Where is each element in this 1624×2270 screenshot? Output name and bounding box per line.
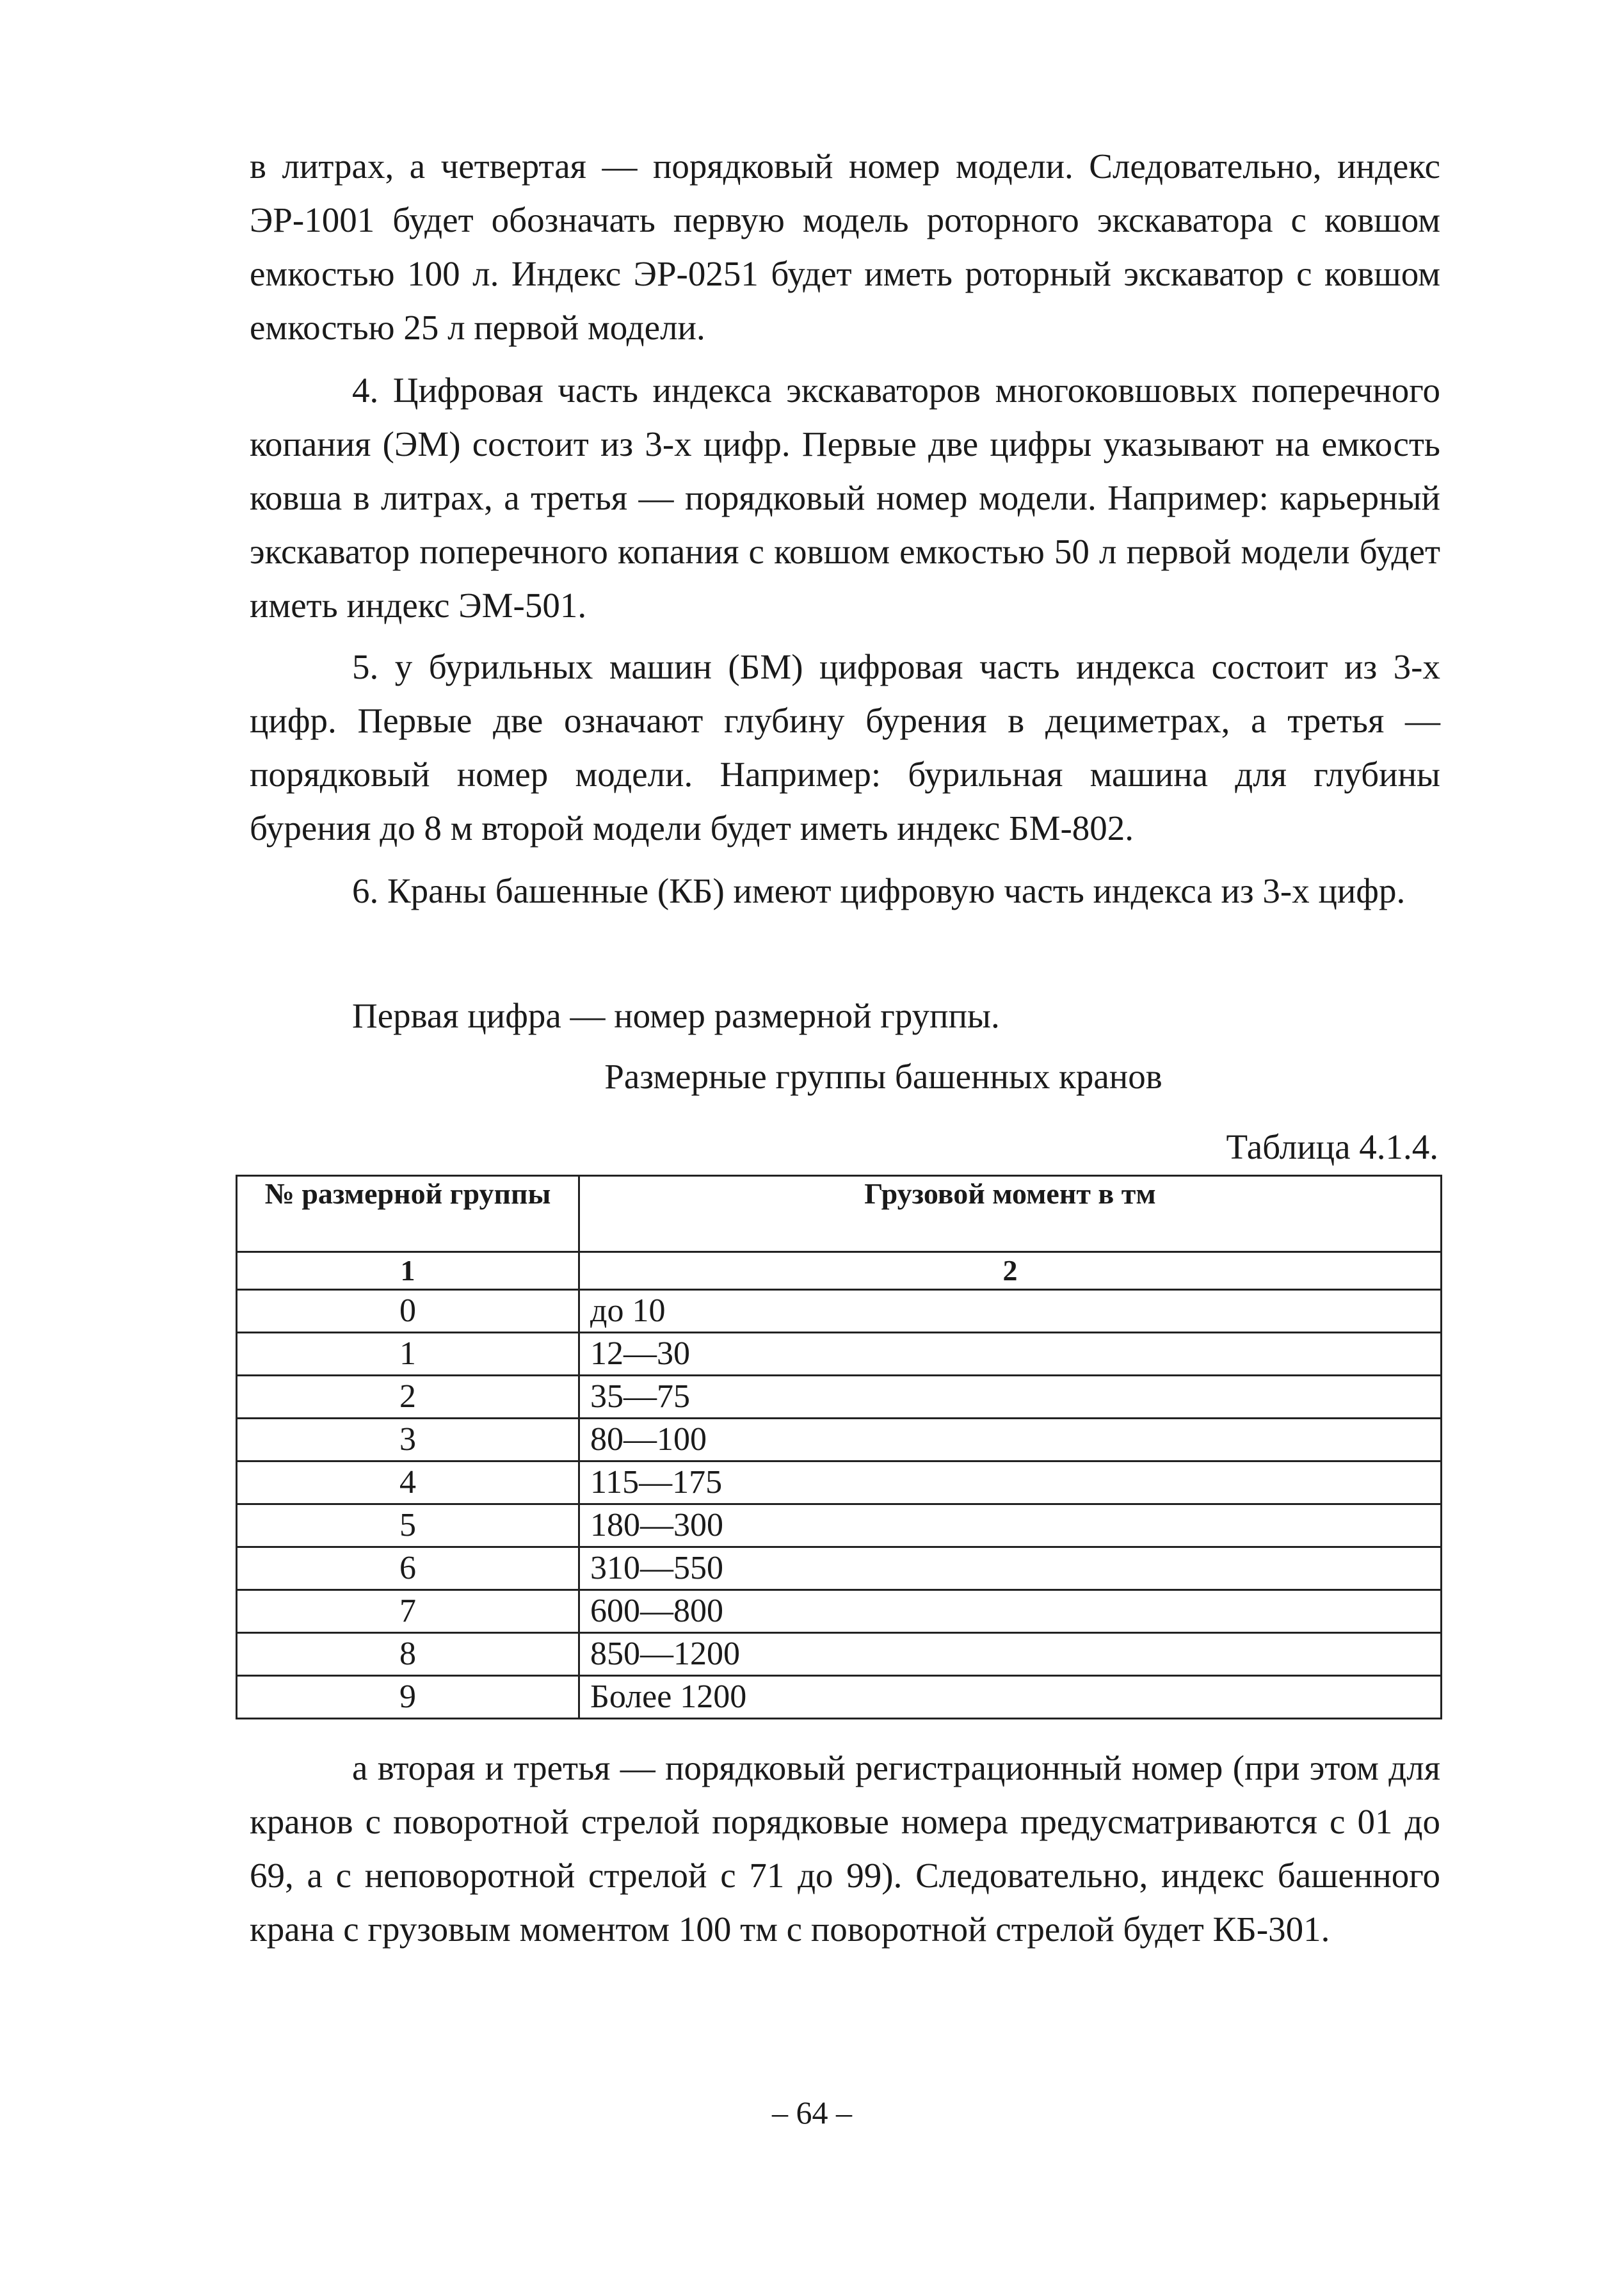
table-row (237, 1504, 1442, 1547)
load-moment-cell: до 10 (579, 1290, 1442, 1333)
table-row (237, 1290, 1442, 1333)
table-row (237, 1676, 1442, 1719)
group-number-cell: 8 (237, 1633, 579, 1676)
paragraph-tower-cranes-kb: 6. Краны башенные (КБ) имеют цифровую часть индекса из 3-х цифр. (352, 871, 1406, 910)
paragraph-drilling-machines-bm: 5. у бурильных машин (БМ) цифровая часть индекса состоит из 3-х цифр. Первые две означают глубину бурения в дециметрах, а третья — порядковый номер модели. Например: бурильная машина для глубины бурения до 8 м второй модели будет иметь индекс БМ-802. (250, 647, 1440, 848)
table-row (237, 1419, 1442, 1461)
crane-size-groups-table (236, 1175, 1442, 1719)
load-moment-cell: 12—30 (579, 1333, 1442, 1376)
table-row (237, 1590, 1442, 1633)
column-number: 1 (237, 1252, 579, 1290)
group-number-cell: 5 (237, 1504, 579, 1547)
table-header-row (237, 1176, 1442, 1252)
load-moment-cell: 80—100 (579, 1419, 1442, 1461)
table-row (237, 1376, 1442, 1419)
load-moment-cell: 180—300 (579, 1504, 1442, 1547)
paragraph-first-digit: Первая цифра — номер размерной группы. (352, 996, 1000, 1035)
group-number-cell: 6 (237, 1547, 579, 1590)
group-number-cell: 7 (237, 1590, 579, 1633)
table-label: Таблица 4.1.4. (1226, 1127, 1438, 1166)
load-moment-cell: Более 1200 (579, 1676, 1442, 1719)
header-group-number: № размерной группы (237, 1176, 579, 1252)
table-row (237, 1333, 1442, 1376)
group-number-cell: 1 (237, 1333, 579, 1376)
load-moment-cell: 310—550 (579, 1547, 1442, 1590)
load-moment-cell: 850—1200 (579, 1633, 1442, 1676)
column-number: 2 (579, 1252, 1442, 1290)
load-moment-cell: 600—800 (579, 1590, 1442, 1633)
table-caption: Размерные группы башенных кранов (604, 1057, 1162, 1096)
table-row (237, 1461, 1442, 1504)
group-number-cell: 2 (237, 1376, 579, 1419)
paragraph-excavator-index-er: в литрах, а четвертая — порядковый номер модели. Следовательно, индекс ЭР-1001 будет обозначать первую модель роторного экскаватора с ковшом емкостью 100 л. Индекс ЭР-0251 будет иметь роторный экскаватор с ковшом емкостью 25 л первой модели. (250, 147, 1440, 347)
group-number-cell: 9 (237, 1676, 579, 1719)
table-row (237, 1547, 1442, 1590)
paragraph-registration-number: а вторая и третья — порядковый регистрационный номер (при этом для кранов с поворотной стрелой порядковые номера предусматриваются с 01 до 69, а с неповоротной стрелой с 71 до 99). Следовательно, индекс башенного крана с грузовым моментом 100 тм с поворотной стрелой будет КБ-301. (250, 1748, 1440, 1949)
header-load-moment: Грузовой момент в тм (579, 1176, 1442, 1252)
group-number-cell: 0 (237, 1290, 579, 1333)
load-moment-cell: 35—75 (579, 1376, 1442, 1419)
page-number: – 64 – (772, 2095, 852, 2130)
load-moment-cell: 115—175 (579, 1461, 1442, 1504)
column-number-row (237, 1252, 1442, 1290)
table-row (237, 1633, 1442, 1676)
paragraph-excavator-index-em: 4. Цифровая часть индекса экскаваторов многоковшовых поперечного копания (ЭМ) состоит из 3-х цифр. Первые две цифры указывают на емкость ковша в литрах, а третья — порядковый номер модели. Например: карьерный экскаватор поперечного копания с ковшом емкостью 50 л первой модели будет иметь индекс ЭМ-501. (250, 371, 1440, 625)
group-number-cell: 4 (237, 1461, 579, 1504)
group-number-cell: 3 (237, 1419, 579, 1461)
